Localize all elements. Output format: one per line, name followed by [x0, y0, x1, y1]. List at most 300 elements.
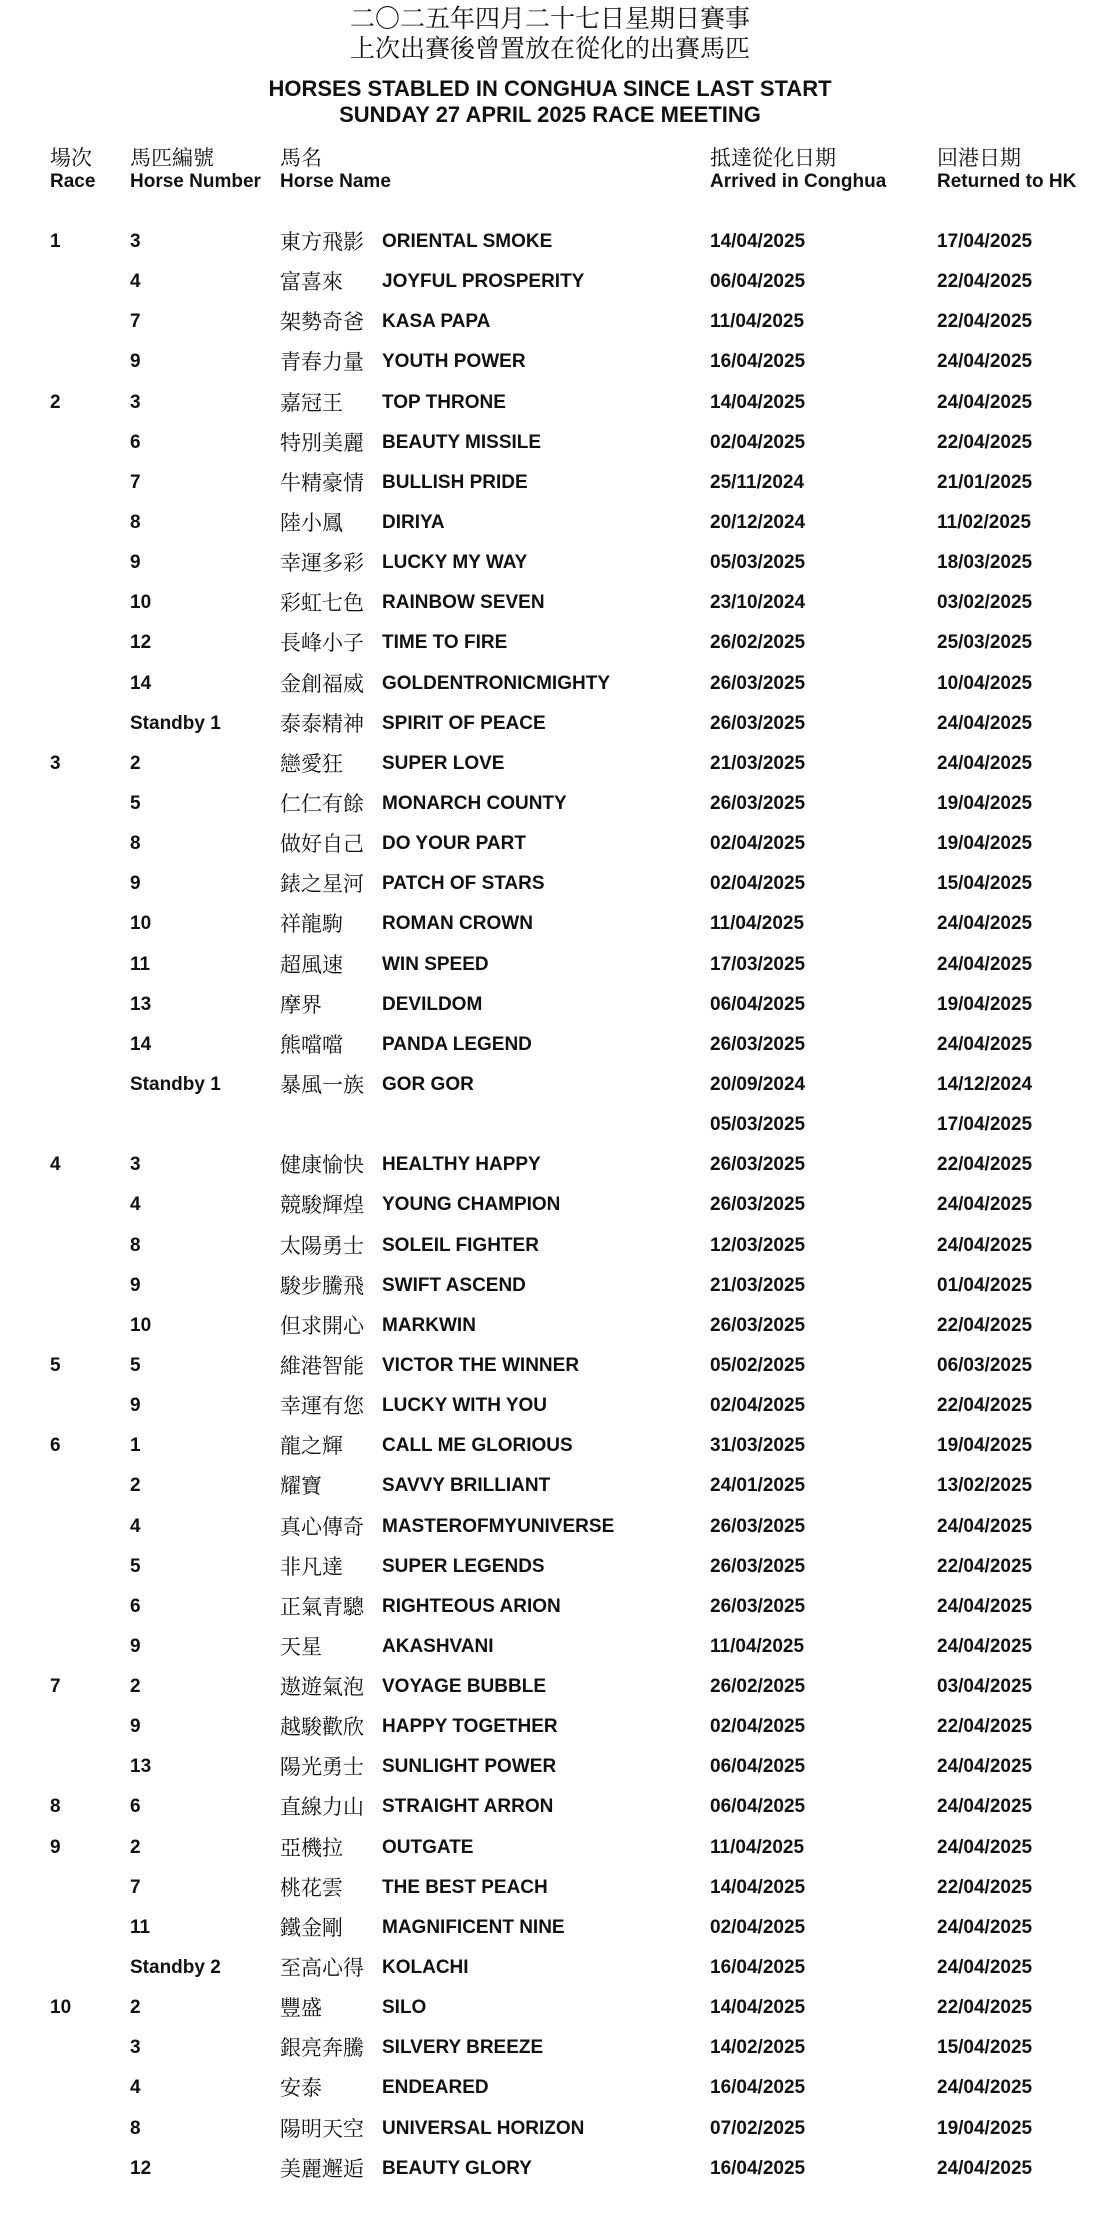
horse-name-en-cell: SOLEIL FIGHTER	[382, 1234, 539, 1256]
horse-number-cell: 13	[130, 993, 152, 1015]
horse-name-en-cell: KASA PAPA	[382, 311, 491, 333]
horse-name-en-cell: SUNLIGHT POWER	[382, 1756, 557, 1778]
horse-name-zh-cell: 青春力量	[280, 350, 364, 375]
table-row	[0, 1988, 1100, 2028]
table-row	[0, 1306, 1100, 1346]
returned-date-cell: 11/02/2025	[937, 511, 1032, 533]
race-cell: 8	[50, 1796, 61, 1818]
returned-date-cell: 14/12/2024	[937, 1073, 1033, 1095]
returned-date-cell: 24/04/2025	[937, 1756, 1033, 1778]
column-header-horse-name-zh: 馬名	[280, 146, 322, 170]
horse-name-en-cell: YOUNG CHAMPION	[382, 1194, 561, 1216]
horse-name-zh-cell: 亞機拉	[280, 1835, 343, 1860]
table-row	[0, 1386, 1100, 1426]
table-row	[0, 1507, 1100, 1547]
horse-number-cell: 11	[130, 1916, 151, 1938]
horse-number-cell: Standby 1	[130, 1073, 221, 1095]
horse-number-cell: 9	[130, 351, 141, 373]
arrived-date-cell: 21/03/2025	[710, 1274, 806, 1296]
column-header-horse-number-en: Horse Number	[130, 171, 261, 192]
arrived-date-cell: 05/03/2025	[710, 1114, 806, 1136]
returned-date-cell: 22/04/2025	[937, 1716, 1033, 1738]
horse-number-cell: 5	[130, 1555, 141, 1577]
table-row	[0, 1025, 1100, 1065]
horse-name-en-cell: RIGHTEOUS ARION	[382, 1595, 561, 1617]
horse-name-zh-cell: 正氣青驄	[280, 1594, 364, 1619]
horse-number-cell: 2	[130, 1997, 141, 2019]
horse-name-zh-cell: 彩虹七色	[280, 591, 364, 616]
horse-name-en-cell: TIME TO FIRE	[382, 632, 508, 654]
arrived-date-cell: 12/03/2025	[710, 1234, 806, 1256]
arrived-date-cell: 06/04/2025	[710, 993, 806, 1015]
arrived-date-cell: 20/12/2024	[710, 511, 806, 533]
horse-number-cell: 2	[130, 752, 141, 774]
horse-name-en-cell: UNIVERSAL HORIZON	[382, 2117, 585, 2139]
horse-number-cell: 9	[130, 873, 141, 895]
horse-name-en-cell: BEAUTY GLORY	[382, 2157, 532, 2179]
returned-date-cell: 19/04/2025	[937, 2117, 1033, 2139]
returned-date-cell: 24/04/2025	[937, 712, 1033, 734]
horse-number-cell: 9	[130, 1395, 141, 1417]
horse-name-zh-cell: 陽明天空	[280, 2116, 364, 2141]
horse-number-cell: 8	[130, 833, 141, 855]
horse-number-cell: 4	[130, 1515, 141, 1537]
horse-name-en-cell: LUCKY WITH YOU	[382, 1395, 548, 1417]
horse-number-cell: 8	[130, 1234, 141, 1256]
arrived-date-cell: 05/03/2025	[710, 552, 806, 574]
horse-name-zh-cell: 祥龍駒	[280, 912, 343, 937]
horse-number-cell: 2	[130, 1836, 141, 1858]
horse-name-en-cell: RAINBOW SEVEN	[382, 592, 545, 614]
arrived-date-cell: 02/04/2025	[710, 1395, 806, 1417]
horse-number-cell: 3	[130, 391, 141, 413]
horse-number-cell: 5	[130, 792, 141, 814]
returned-date-cell: 15/04/2025	[937, 2037, 1033, 2059]
arrived-date-cell: 26/03/2025	[710, 1555, 806, 1577]
arrived-date-cell: 24/01/2025	[710, 1475, 806, 1497]
horse-name-en-cell: KOLACHI	[382, 1957, 469, 1979]
returned-date-cell: 19/04/2025	[937, 833, 1033, 855]
horse-name-en-cell: SPIRIT OF PEACE	[382, 712, 546, 734]
horse-name-en-cell: JOYFUL PROSPERITY	[382, 271, 585, 293]
table-row	[0, 1266, 1100, 1306]
table-row	[0, 1868, 1100, 1908]
horse-name-zh-cell: 摩界	[280, 992, 322, 1017]
horse-name-en-cell: DO YOUR PART	[382, 833, 526, 855]
returned-date-cell: 24/04/2025	[937, 1836, 1033, 1858]
horse-name-zh-cell: 耀寶	[280, 1474, 322, 1499]
horse-name-en-cell: DIRIYA	[382, 511, 445, 533]
table-row	[0, 1667, 1100, 1707]
arrived-date-cell: 02/04/2025	[710, 1916, 806, 1938]
arrived-date-cell: 16/04/2025	[710, 1957, 806, 1979]
returned-date-cell: 01/04/2025	[937, 1274, 1033, 1296]
horse-number-cell: 9	[130, 552, 141, 574]
horse-number-cell: 9	[130, 1274, 141, 1296]
horse-name-en-cell: LUCKY MY WAY	[382, 552, 528, 574]
horse-name-zh-cell: 金創福威	[280, 671, 364, 696]
horse-number-cell: 14	[130, 1033, 152, 1055]
arrived-date-cell: 14/02/2025	[710, 2037, 806, 2059]
horse-name-zh-cell: 銀亮奔騰	[280, 2036, 364, 2061]
race-cell: 5	[50, 1354, 61, 1376]
horse-name-zh-cell: 健康愉快	[280, 1153, 364, 1178]
horse-name-zh-cell: 天星	[280, 1634, 322, 1659]
horse-number-cell: 8	[130, 2117, 141, 2139]
arrived-date-cell: 26/03/2025	[710, 672, 806, 694]
horse-name-zh-cell: 牛精豪情	[280, 470, 364, 495]
arrived-date-cell: 31/03/2025	[710, 1435, 806, 1457]
title-chinese-line-1: 二〇二五年四月二十七日星期日賽事	[349, 4, 750, 33]
arrived-date-cell: 06/04/2025	[710, 271, 806, 293]
horse-name-zh-cell: 做好自己	[280, 832, 364, 857]
horse-name-zh-cell: 但求開心	[280, 1313, 364, 1338]
document-header	[0, 4, 1100, 128]
horse-name-zh-cell: 嘉冠王	[280, 390, 343, 415]
horse-name-zh-cell: 陽光勇士	[280, 1755, 364, 1780]
returned-date-cell: 17/04/2025	[937, 231, 1033, 252]
arrived-date-cell: 14/04/2025	[710, 231, 806, 252]
horse-name-zh-cell: 美麗邂逅	[280, 2156, 364, 2181]
arrived-date-cell: 02/04/2025	[710, 873, 806, 895]
table-row	[0, 583, 1100, 623]
arrived-date-cell: 25/11/2024	[710, 471, 805, 493]
horse-name-en-cell: TOP THRONE	[382, 391, 506, 413]
horse-name-en-cell: SAVVY BRILLIANT	[382, 1475, 551, 1497]
horse-name-en-cell: PANDA LEGEND	[382, 1033, 532, 1055]
horse-name-zh-cell: 越駿歡欣	[280, 1715, 364, 1740]
returned-date-cell: 03/02/2025	[937, 592, 1033, 614]
table-row	[0, 1105, 1100, 1145]
horse-number-cell: Standby 1	[130, 712, 221, 734]
race-cell: 7	[50, 1676, 61, 1698]
horse-number-cell: 3	[130, 2037, 141, 2059]
horse-number-cell: Standby 2	[130, 1957, 221, 1979]
horse-number-cell: 6	[130, 431, 141, 453]
arrived-date-cell: 06/04/2025	[710, 1756, 806, 1778]
horse-name-en-cell: BEAUTY MISSILE	[382, 431, 542, 453]
horse-name-zh-cell: 龍之輝	[280, 1434, 343, 1459]
horse-name-en-cell: PATCH OF STARS	[382, 873, 545, 895]
arrived-date-cell: 26/02/2025	[710, 632, 806, 654]
horse-number-cell: 5	[130, 1354, 141, 1376]
arrived-date-cell: 26/03/2025	[710, 1033, 806, 1055]
horse-name-en-cell: HEALTHY HAPPY	[382, 1154, 541, 1176]
horse-name-zh-cell: 富喜來	[280, 270, 343, 295]
table-row	[0, 664, 1100, 704]
column-header-arrived-zh: 抵達從化日期	[710, 146, 836, 170]
table-row	[0, 1707, 1100, 1747]
horse-name-en-cell: ROMAN CROWN	[382, 913, 533, 935]
horse-name-zh-cell: 維港智能	[280, 1353, 364, 1378]
race-cell: 3	[50, 752, 61, 774]
horse-name-en-cell: VOYAGE BUBBLE	[382, 1676, 546, 1698]
race-cell: 1	[50, 231, 61, 252]
horse-name-zh-cell: 真心傳奇	[280, 1514, 364, 1539]
column-header-horse-name	[280, 146, 391, 194]
arrived-date-cell: 26/03/2025	[710, 1314, 806, 1336]
returned-date-cell: 24/04/2025	[937, 351, 1033, 373]
race-cell: 9	[50, 1836, 61, 1858]
table-row	[0, 1065, 1100, 1105]
arrived-date-cell: 21/03/2025	[710, 752, 806, 774]
horse-name-en-cell: MARKWIN	[382, 1314, 476, 1336]
horse-number-cell: 12	[130, 2157, 152, 2179]
horse-number-cell: 14	[130, 672, 152, 694]
horse-number-cell: 2	[130, 1676, 141, 1698]
horse-number-cell: 13	[130, 1756, 152, 1778]
title-english-line-2: SUNDAY 27 APRIL 2025 RACE MEETING	[339, 102, 761, 127]
column-header-race-en: Race	[50, 171, 96, 192]
column-header-arrived	[710, 146, 886, 194]
horse-number-cell: 1	[130, 1435, 141, 1457]
horse-name-zh-cell: 架勢奇爸	[280, 310, 364, 335]
table-row	[0, 1426, 1100, 1466]
horse-name-en-cell: SILO	[382, 1997, 427, 2019]
table-row	[0, 1547, 1100, 1587]
table-row	[0, 1466, 1100, 1506]
table-row	[0, 2028, 1100, 2068]
horse-name-zh-cell: 戀愛狂	[280, 751, 343, 776]
horse-name-en-cell: DEVILDOM	[382, 993, 483, 1015]
horse-name-zh-cell: 仁仁有餘	[280, 791, 364, 816]
table-row	[0, 1587, 1100, 1627]
table-row	[0, 1346, 1100, 1386]
arrived-date-cell: 02/04/2025	[710, 431, 806, 453]
horse-name-en-cell: CALL ME GLORIOUS	[382, 1435, 573, 1457]
arrived-date-cell: 26/02/2025	[710, 1676, 806, 1698]
horse-number-cell: 8	[130, 511, 141, 533]
table-row	[0, 423, 1100, 463]
table-row	[0, 2068, 1100, 2108]
returned-date-cell: 24/04/2025	[937, 752, 1033, 774]
race-cell: 4	[50, 1154, 61, 1176]
returned-date-cell: 24/04/2025	[937, 1194, 1033, 1216]
table-row	[0, 383, 1100, 423]
horse-name-zh-cell: 直線力山	[280, 1795, 364, 1820]
horse-name-zh-cell: 錶之星河	[280, 872, 364, 897]
arrived-date-cell: 26/03/2025	[710, 792, 806, 814]
horse-name-en-cell: GOR GOR	[382, 1073, 474, 1095]
column-header-horse-number-zh: 馬匹編號	[130, 146, 214, 170]
returned-date-cell: 06/03/2025	[937, 1354, 1033, 1376]
returned-date-cell: 24/04/2025	[937, 1796, 1033, 1818]
returned-date-cell: 22/04/2025	[937, 1395, 1033, 1417]
arrived-date-cell: 11/04/2025	[710, 1836, 805, 1858]
horse-name-zh-cell: 駿步騰飛	[280, 1273, 364, 1298]
table-row	[0, 543, 1100, 583]
horse-name-en-cell: SILVERY BREEZE	[382, 2037, 544, 2059]
horse-number-cell: 3	[130, 231, 141, 252]
horse-name-en-cell: THE BEST PEACH	[382, 1876, 548, 1898]
table-row	[0, 503, 1100, 543]
returned-date-cell: 24/04/2025	[937, 953, 1033, 975]
horse-number-cell: 2	[130, 1475, 141, 1497]
arrived-date-cell: 23/10/2024	[710, 592, 806, 614]
returned-date-cell: 19/04/2025	[937, 993, 1033, 1015]
horse-name-zh-cell: 暴風一族	[280, 1072, 364, 1097]
horse-name-zh-cell: 遨遊氣泡	[280, 1675, 364, 1700]
horse-name-en-cell: BULLISH PRIDE	[382, 471, 528, 493]
returned-date-cell: 13/02/2025	[937, 1475, 1033, 1497]
table-row	[0, 864, 1100, 904]
horse-name-zh-cell: 特別美麗	[280, 430, 364, 455]
column-header-race	[50, 146, 95, 194]
returned-date-cell: 19/04/2025	[937, 1435, 1033, 1457]
arrived-date-cell: 14/04/2025	[710, 391, 806, 413]
returned-date-cell: 22/04/2025	[937, 1314, 1033, 1336]
arrived-date-cell: 16/04/2025	[710, 351, 806, 373]
table-row	[0, 784, 1100, 824]
returned-date-cell: 24/04/2025	[937, 1635, 1033, 1657]
column-header-horse-name-en: Horse Name	[280, 171, 391, 192]
returned-date-cell: 19/04/2025	[937, 792, 1033, 814]
horse-number-cell: 3	[130, 1154, 141, 1176]
column-header-returned-zh: 回港日期	[937, 146, 1021, 170]
title-chinese-line-2: 上次出賽後曾置放在從化的出賽馬匹	[349, 34, 750, 63]
returned-date-cell: 22/04/2025	[937, 1997, 1033, 2019]
returned-date-cell: 25/03/2025	[937, 632, 1033, 654]
horse-name-en-cell: WIN SPEED	[382, 953, 489, 975]
horse-name-zh-cell: 桃花雲	[280, 1875, 343, 1900]
returned-date-cell: 24/04/2025	[937, 1515, 1033, 1537]
horse-number-cell: 9	[130, 1635, 141, 1657]
race-cell: 6	[50, 1435, 61, 1457]
arrived-date-cell: 26/03/2025	[710, 1154, 806, 1176]
table-row	[0, 2109, 1100, 2149]
race-cell: 10	[50, 1997, 72, 2019]
horse-number-cell: 7	[130, 1876, 141, 1898]
table-row	[0, 1948, 1100, 1988]
arrived-date-cell: 02/04/2025	[710, 1716, 806, 1738]
arrived-date-cell: 20/09/2024	[710, 1073, 806, 1095]
table-row	[0, 1787, 1100, 1827]
horse-number-cell: 4	[130, 271, 141, 293]
returned-date-cell: 22/04/2025	[937, 271, 1033, 293]
horse-number-cell: 7	[130, 471, 141, 493]
table-row	[0, 302, 1100, 342]
table-row	[0, 1828, 1100, 1868]
table-row	[0, 623, 1100, 663]
horse-name-en-cell: MASTEROFMYUNIVERSE	[382, 1515, 615, 1537]
returned-date-cell: 21/01/2025	[937, 471, 1033, 493]
horse-name-en-cell: YOUTH POWER	[382, 351, 526, 373]
horse-number-cell: 6	[130, 1595, 141, 1617]
returned-date-cell: 22/04/2025	[937, 431, 1033, 453]
table-row	[0, 1747, 1100, 1787]
returned-date-cell: 22/04/2025	[937, 1154, 1033, 1176]
horse-table-body	[0, 222, 1100, 2189]
horse-number-cell: 4	[130, 2077, 141, 2099]
returned-date-cell: 24/04/2025	[937, 913, 1033, 935]
horse-name-zh-cell: 安泰	[280, 2076, 322, 2101]
returned-date-cell: 22/04/2025	[937, 1876, 1033, 1898]
arrived-date-cell: 26/03/2025	[710, 1515, 806, 1537]
horse-name-zh-cell: 長峰小子	[280, 631, 364, 656]
horse-name-en-cell: GOLDENTRONICMIGHTY	[382, 672, 610, 694]
horse-name-zh-cell: 豐盛	[280, 1996, 322, 2021]
horse-name-zh-cell: 鐵金剛	[280, 1915, 343, 1940]
horse-name-en-cell: MONARCH COUNTY	[382, 792, 567, 814]
returned-date-cell: 17/04/2025	[937, 1114, 1033, 1136]
arrived-date-cell: 14/04/2025	[710, 1876, 806, 1898]
table-row	[0, 1908, 1100, 1948]
arrived-date-cell: 07/02/2025	[710, 2117, 806, 2139]
returned-date-cell: 24/04/2025	[937, 2157, 1033, 2179]
arrived-date-cell: 14/04/2025	[710, 1997, 806, 2019]
returned-date-cell: 24/04/2025	[937, 1033, 1033, 1055]
table-row	[0, 985, 1100, 1025]
horse-name-zh-cell: 至高心得	[280, 1956, 364, 1981]
title-english-line-1: HORSES STABLED IN CONGHUA SINCE LAST START	[268, 76, 832, 101]
horse-number-cell: 11	[130, 953, 151, 975]
arrived-date-cell: 05/02/2025	[710, 1354, 806, 1376]
horse-name-en-cell: ENDEARED	[382, 2077, 489, 2099]
arrived-date-cell: 06/04/2025	[710, 1796, 806, 1818]
table-row	[0, 222, 1100, 262]
returned-date-cell: 24/04/2025	[937, 1234, 1033, 1256]
horse-number-cell: 7	[130, 311, 141, 333]
horse-name-en-cell: SWIFT ASCEND	[382, 1274, 526, 1296]
table-row	[0, 342, 1100, 382]
table-row	[0, 262, 1100, 302]
column-header-returned	[937, 146, 1076, 194]
horse-number-cell: 10	[130, 592, 152, 614]
arrived-date-cell: 26/03/2025	[710, 1595, 806, 1617]
returned-date-cell: 24/04/2025	[937, 1957, 1033, 1979]
horse-name-en-cell: SUPER LOVE	[382, 752, 505, 774]
horse-number-cell: 10	[130, 913, 152, 935]
table-row	[0, 463, 1100, 503]
returned-date-cell: 24/04/2025	[937, 1595, 1033, 1617]
horse-number-cell: 10	[130, 1314, 152, 1336]
horse-name-zh-cell: 泰泰精神	[280, 711, 364, 736]
horse-name-en-cell: MAGNIFICENT NINE	[382, 1916, 565, 1938]
arrived-date-cell: 16/04/2025	[710, 2077, 806, 2099]
horse-name-zh-cell: 幸運多彩	[280, 551, 364, 576]
table-row	[0, 1185, 1100, 1225]
returned-date-cell: 22/04/2025	[937, 311, 1033, 333]
arrived-date-cell: 11/04/2025	[710, 1635, 805, 1657]
horse-name-zh-cell: 東方飛影	[280, 230, 364, 254]
horse-name-zh-cell: 陸小鳳	[280, 510, 343, 535]
horse-name-zh-cell: 超風速	[280, 952, 343, 977]
horse-name-zh-cell: 幸運有您	[280, 1394, 364, 1419]
returned-date-cell: 24/04/2025	[937, 2077, 1033, 2099]
table-row	[0, 2149, 1100, 2189]
table-row	[0, 1145, 1100, 1185]
horse-number-cell: 9	[130, 1716, 141, 1738]
returned-date-cell: 18/03/2025	[937, 552, 1033, 574]
table-row	[0, 824, 1100, 864]
returned-date-cell: 22/04/2025	[937, 1555, 1033, 1577]
returned-date-cell: 10/04/2025	[937, 672, 1033, 694]
returned-date-cell: 03/04/2025	[937, 1676, 1033, 1698]
column-header-race-zh: 場次	[50, 146, 92, 170]
horse-name-zh-cell: 太陽勇士	[280, 1233, 364, 1258]
column-header-returned-en: Returned to HK	[937, 171, 1077, 192]
arrived-date-cell: 17/03/2025	[710, 953, 806, 975]
race-cell: 2	[50, 391, 61, 413]
horse-name-zh-cell: 熊噹噹	[280, 1032, 343, 1057]
horse-name-en-cell: SUPER LEGENDS	[382, 1555, 545, 1577]
horse-name-en-cell: AKASHVANI	[382, 1635, 494, 1657]
returned-date-cell: 24/04/2025	[937, 1916, 1033, 1938]
returned-date-cell: 15/04/2025	[937, 873, 1033, 895]
horse-name-en-cell: OUTGATE	[382, 1836, 474, 1858]
horse-name-zh-cell: 非凡達	[280, 1554, 343, 1579]
table-row	[0, 704, 1100, 744]
